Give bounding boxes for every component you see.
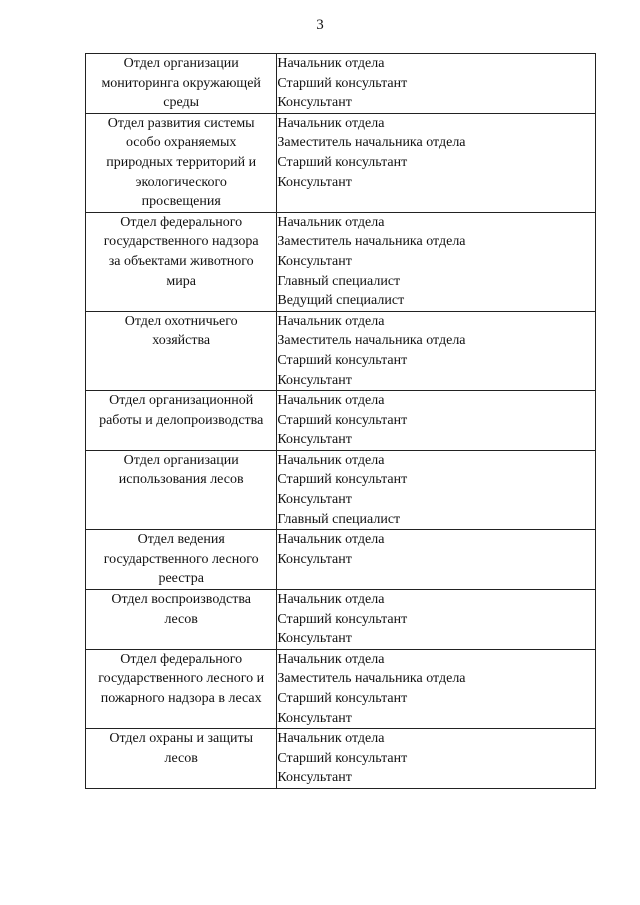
position-title: Начальник отдела [277,592,385,608]
department-name-line: мира [166,273,196,289]
position-title: Главный специалист [277,511,401,527]
positions-cell [277,450,596,529]
position-title: Консультант [277,631,352,647]
department-name-line: государственного лесного [103,551,259,567]
positions-cell [277,649,596,728]
department-name-line: Отдел развития системы [107,115,255,131]
department-name-line: особо охраняемых [125,135,237,151]
positions-cell [277,590,596,650]
position-title: Консультант [277,95,352,111]
positions-cell [277,113,596,212]
department-cell [86,649,277,728]
table-row [86,212,596,311]
positions-cell [277,530,596,590]
position-title: Начальник отдела [277,452,385,468]
position-title: Консультант [277,253,352,269]
table-row [86,649,596,728]
table-row [86,54,596,114]
table-row [86,450,596,529]
department-cell [86,54,277,114]
department-name-line: работы и делопроизводства [99,412,264,428]
department-name-line: за объектами животного [108,253,254,269]
department-name-line: Отдел воспроизводства [111,592,252,608]
department-name-line: государственного лесного и [98,671,265,687]
positions-cell [277,729,596,789]
department-name-line: лесов [164,611,198,627]
position-title: Старший консультант [277,472,408,488]
department-cell [86,113,277,212]
position-title: Старший консультант [277,352,408,368]
positions-cell [277,212,596,311]
department-name-line: среды [163,95,200,111]
department-name-line: лесов [164,750,198,766]
department-name-line: Отдел федерального [120,651,243,667]
table-row [86,590,596,650]
positions-cell [277,391,596,451]
position-title: Начальник отдела [277,651,385,667]
position-title: Начальник отдела [277,56,385,71]
department-name-line: реестра [158,571,204,587]
table-row [86,530,596,590]
position-title: Консультант [277,372,352,388]
position-title: Старший консультант [277,691,408,706]
position-title: Старший консультант [277,154,408,170]
department-name-line: Отдел организации [123,452,239,468]
position-title: Старший консультант [277,75,408,91]
department-name-line: Отдел охотничьего [124,313,238,329]
department-cell [86,590,277,650]
position-title: Заместитель начальника отдела [277,333,466,349]
position-title: Начальник отдела [277,214,385,230]
department-name-line: Отдел федерального [120,214,243,230]
positions-cell [277,311,596,390]
position-title: Начальник отдела [277,393,385,409]
department-cell [86,729,277,789]
department-name-line: экологического [135,174,227,190]
department-name-line: Отдел ведения [137,532,225,548]
position-title: Начальник отдела [277,532,385,548]
position-title: Начальник отдела [277,313,385,329]
department-name-line: использования лесов [118,472,244,488]
department-name-line: Отдел организации [123,56,239,71]
position-title: Старший консультант [277,412,408,428]
department-name-line: Отдел охраны и защиты [109,731,254,747]
department-cell [86,530,277,590]
department-name-line: хозяйства [152,333,211,349]
position-title: Заместитель начальника отдела [277,234,466,250]
table-row [86,311,596,390]
table-row [86,113,596,212]
position-title: Заместитель начальника отдела [277,671,466,687]
position-title: Заместитель начальника отдела [277,135,466,151]
position-title: Консультант [277,174,352,190]
position-title: Консультант [277,432,352,448]
department-name-line: природных территорий и [106,154,257,170]
department-cell [86,450,277,529]
department-name-line: Отдел организационной [109,393,254,409]
position-title: Начальник отдела [277,731,385,747]
department-cell [86,212,277,311]
table-body [86,54,596,789]
position-title: Консультант [277,551,352,567]
department-cell [86,311,277,390]
table-row [86,391,596,451]
position-title: Консультант [277,710,352,726]
department-name-line: пожарного надзора в лесах [100,691,262,706]
positions-cell [277,54,596,114]
position-title: Консультант [277,770,352,786]
page-number: 3 [316,17,324,33]
position-title: Старший консультант [277,611,408,627]
position-title: Ведущий специалист [277,293,405,309]
position-title: Консультант [277,492,352,508]
department-name-line: мониторинга окружающей [101,75,261,91]
table-row [86,729,596,789]
staff-table [85,53,596,789]
department-name-line: просвещения [141,194,221,210]
department-cell [86,391,277,451]
position-title: Начальник отдела [277,115,385,131]
position-title: Старший консультант [277,750,408,766]
department-name-line: государственного надзора [103,234,259,250]
position-title: Главный специалист [277,273,401,289]
